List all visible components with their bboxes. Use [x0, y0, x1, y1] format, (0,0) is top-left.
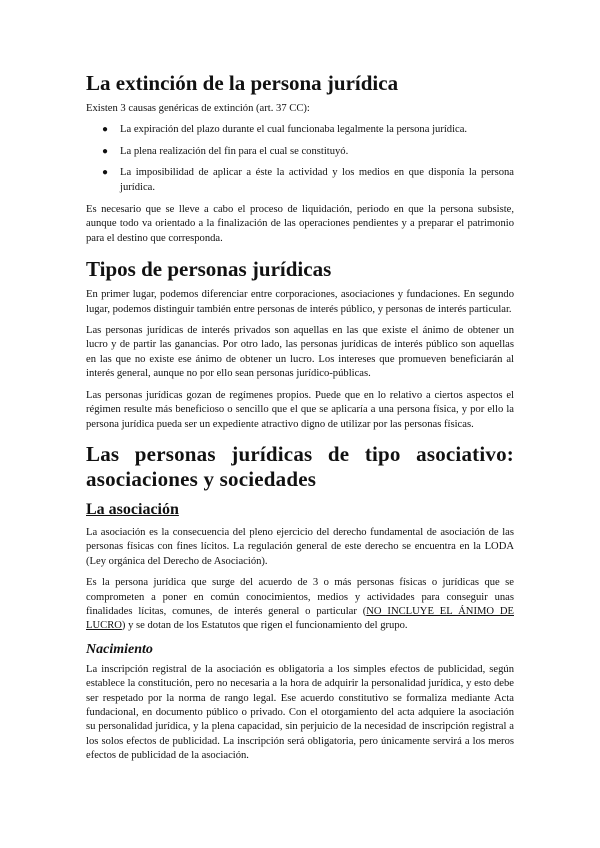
asociacion-paragraph-1: La asociación es la consecuencia del pleno ejercicio del derecho fundamental de asociación de las personas físicas con fines lícitos. La regulación general de este derecho se encuentra en la LODA (Ley orgánica del Derecho de Asociación). — [86, 526, 514, 567]
list-item: ● La plena realización del fin para el cual se constituyó. — [86, 145, 514, 159]
list-item: ● La imposibilidad de aplicar a éste la actividad y los medios en que disponía la persona jurídica. — [102, 167, 514, 193]
bullet-icon: ● — [102, 167, 109, 179]
heading-asociacion: La asociación — [86, 500, 179, 518]
bullet-icon: ● — [102, 124, 109, 136]
heading-extincion: La extinción de la persona jurídica — [86, 71, 399, 95]
no-lucro-emphasis: NO INCLUYE EL ÁNIMO DE LUCRO — [86, 605, 514, 632]
causes-list — [86, 123, 514, 195]
intro-paragraph: Existen 3 causas genéricas de extinción (art. 37 CC): — [86, 103, 310, 114]
nacimiento-paragraph: La inscripción registral de la asociación es obligatoria a los simples efectos de publicidad, según establece la constitución, pero no necesaria a la hora de adquirir la personalidad jurídica, y esto debe ser respetado por la norma de rango legal. Ese acuerdo constitutivo se formaliza mediante Acta fundacional, en documento público o privado. Con el otorgamiento del acta adquiere la asociación su personalidad jurídica, y la plena capacidad, sin perjuicio de la necesidad de inscripción registral a los solos efectos de publicidad. La inscripción será obligatoria, pero únicamente servirá a los meros efectos de publicidad de la asociación. — [86, 663, 514, 762]
tipos-paragraph-3: Las personas jurídicas gozan de regímenes propios. Puede que en lo relativo a ciertos aspectos el régimen resulte más beneficioso o sencillo que el que se aplicaría a una persona física, y por ello la persona jurídica pueda ser un expediente atractivo digno de utilizar por las personas físicas. — [86, 389, 514, 430]
liquidation-paragraph: Es necesario que se lleve a cabo el proceso de liquidación, periodo en que la persona subsiste, aunque todo va orientado a la finalización de las operaciones pendientes y a preparar el patrimonio para el destino que corresponda. — [86, 204, 514, 244]
asociacion-paragraph-2: Es la persona jurídica que surge del acuerdo de 3 o más personas físicas o jurídicas que se comprometen a poner en común conocimientos, medios y actividades para conseguir unas finalidades lícitas, comunes, de interés general o particular (NO INCLUYE EL ÁNIMO DE LUCRO) y se dotan de los Estatutos que rigen el funcionamiento del grupo. — [86, 577, 514, 632]
heading-asociativo: Las personas jurídicas de tipo asociativo: asociaciones y sociedades — [86, 441, 514, 491]
heading-tipos: Tipos de personas jurídicas — [86, 257, 332, 282]
tipos-paragraph-1: En primer lugar, podemos diferenciar entre corporaciones, asociaciones y fundaciones. En segundo lugar, podemos distinguir también entre personas de interés público, y personas de interés particular. — [86, 289, 514, 315]
bullet-icon: ● — [102, 145, 109, 157]
tipos-paragraph-2: Las personas jurídicas de interés privados son aquellas en las que existe el ánimo de obtener un lucro y de partir las ganancias. Por otro lado, las personas jurídicas de interés público son aquellas en las que no existe ese ánimo de obtener un lucro. Los intereses que promueven beneficiarán al interés general, aunque no por ello sean personas jurídico-públicas. — [86, 325, 514, 380]
list-item: ● La expiración del plazo durante el cual funcionaba legalmente la persona jurídica. — [86, 123, 514, 137]
heading-nacimiento: Nacimiento — [86, 641, 153, 657]
